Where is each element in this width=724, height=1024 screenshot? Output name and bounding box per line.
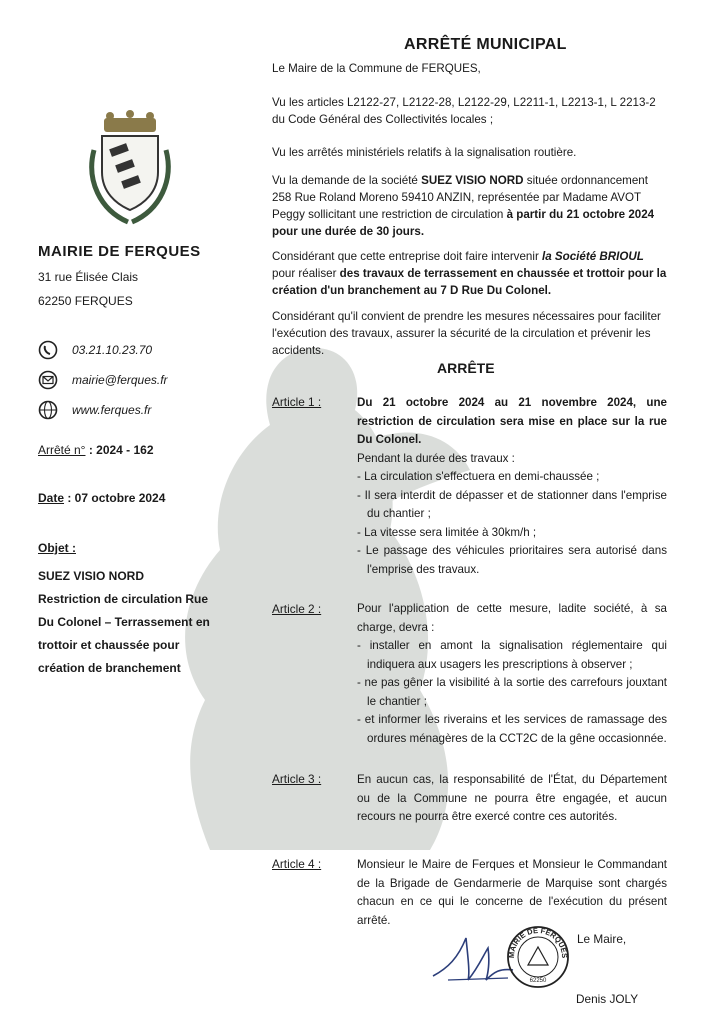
document-title: ARRÊTÉ MUNICIPAL bbox=[404, 36, 567, 53]
objet-line: Du Colonel – Terrassement en bbox=[38, 615, 210, 629]
email-icon bbox=[38, 370, 58, 390]
article-1-label: Article 1 : bbox=[272, 395, 322, 409]
arrete-number-label: Arrêté n° bbox=[38, 443, 86, 457]
signatory-name: Denis JOLY bbox=[576, 992, 639, 1006]
list-item: - Le passage des véhicules prioritaires sera autorisé dans l'emprise des travaux. bbox=[357, 544, 667, 576]
list-item: - et informer les riverains et les services de ramassage des ordures ménagères de la CCT2C de la gêne occasionnée. bbox=[357, 713, 667, 745]
article-1-headline: Du 21 octobre 2024 au 21 novembre 2024, une restriction de circulation sera mise en place sur la rue Du Colonel. bbox=[357, 396, 667, 446]
preamble-considerant-1: Considérant que cette entreprise doit faire intervenir la Société BRIOUL pour réaliser des travaux de terrassement en chaussée et trottoir pour la création d'un branchement au 7 D Rue Du Colonel. bbox=[272, 250, 667, 297]
article-3-body: En aucun cas, la responsabilité de l'État, du Département ou de la Commune ne pourra être engagée, et aucun recours ne pourra être exercé contre ces autorités. bbox=[357, 773, 667, 823]
phone-row bbox=[38, 340, 152, 360]
website-url[interactable]: www.ferques.fr bbox=[72, 403, 152, 417]
article-4-body: Monsieur le Maire de Ferques et Monsieur le Commandant de la Brigade de Gendarmerie de Marquise sont chargés chacun en ce qui le concerne de l'exécution du présent arrêté. bbox=[357, 858, 667, 927]
email-row bbox=[38, 370, 168, 390]
article-3-label: Article 3 : bbox=[272, 772, 322, 786]
article-1-intro: Pendant la durée des travaux : bbox=[357, 451, 515, 465]
arrete-date bbox=[38, 491, 165, 505]
objet-text bbox=[38, 565, 238, 680]
article-2-intro: Pour l'application de cette mesure, ladite société, à sa charge, devra : bbox=[357, 602, 667, 634]
list-item: - La circulation s'effectuera en demi-chaussée ; bbox=[357, 470, 600, 483]
handwritten-signature bbox=[428, 928, 518, 988]
list-item: - ne pas gêner la visibilité à la sortie des carrefours jouxtant le chantier ; bbox=[357, 676, 667, 708]
signatory-role: Le Maire, bbox=[577, 932, 627, 946]
email-address[interactable]: mairie@ferques.fr bbox=[72, 373, 168, 387]
phone-icon bbox=[38, 340, 58, 360]
globe-icon bbox=[38, 400, 58, 420]
preamble-arretes: Vu les arrêtés ministériels relatifs à la signalisation routière. bbox=[272, 146, 577, 159]
objet-line: SUEZ VISIO NORD bbox=[38, 569, 145, 583]
mairie-name: MAIRIE DE FERQUES bbox=[38, 243, 201, 260]
article-4-label: Article 4 : bbox=[272, 857, 322, 871]
list-item: - installer en amont la signalisation réglementaire qui indiquera aux usagers les prescriptions à observer ; bbox=[357, 639, 667, 671]
list-item: - Il sera interdit de dépasser et de stationner dans l'emprise du chantier ; bbox=[357, 488, 667, 520]
article-2-label: Article 2 : bbox=[272, 602, 322, 616]
list-item: - La vitesse sera limitée à 30km/h ; bbox=[357, 525, 537, 539]
arrete-date-value: : 07 octobre 2024 bbox=[64, 491, 166, 505]
preamble-considerant-2: Considérant qu'il convient de prendre les mesures nécessaires pour faciliter l'exécution des travaux, assurer la sécurité de la circulation et prévenir les accidents. bbox=[272, 310, 661, 357]
objet-line: création de branchement bbox=[38, 661, 181, 675]
official-stamp bbox=[506, 925, 570, 989]
address-line-1: 31 rue Élisée Clais bbox=[38, 270, 139, 284]
svg-text:62250: 62250 bbox=[529, 978, 547, 984]
article-1-body bbox=[357, 394, 667, 579]
svg-text:MAIRIE DE FERQUES: MAIRIE DE FERQUES bbox=[506, 925, 570, 959]
article-2-list bbox=[357, 637, 667, 748]
address-line-2: 62250 FERQUES bbox=[38, 294, 133, 308]
preamble-maire: Le Maire de la Commune de FERQUES, bbox=[272, 62, 481, 75]
objet-label: Objet : bbox=[38, 541, 76, 555]
article-1-list bbox=[357, 468, 667, 579]
arrete-number-value: : 2024 - 162 bbox=[85, 443, 154, 457]
objet-line: Restriction de circulation Rue bbox=[38, 592, 209, 606]
decision-title: ARRÊTE bbox=[437, 360, 495, 376]
article-2-body bbox=[357, 600, 667, 748]
preamble-demande: Vu la demande de la société SUEZ VISIO NORD située ordonnancement 258 Rue Roland Moreno 59410 ANZIN, représentée par Madame AVOT Peggy sollicitant une restriction de circulation à partir du 21 octobre 2024 pour une durée de 30 jours. bbox=[272, 174, 655, 238]
arrete-date-label: Date bbox=[38, 491, 65, 505]
preamble-articles: Vu les articles L2122-27, L2122-28, L2122-29, L2211-1, L2213-1, L 2213-2 du Code Général des Collectivités locales ; bbox=[272, 96, 656, 126]
phone-number: 03.21.10.23.70 bbox=[72, 343, 153, 357]
objet-line: trottoir et chaussée pour bbox=[38, 638, 180, 652]
coat-of-arms-logo bbox=[80, 110, 180, 230]
website-row bbox=[38, 400, 151, 420]
arrete-number bbox=[38, 443, 154, 457]
